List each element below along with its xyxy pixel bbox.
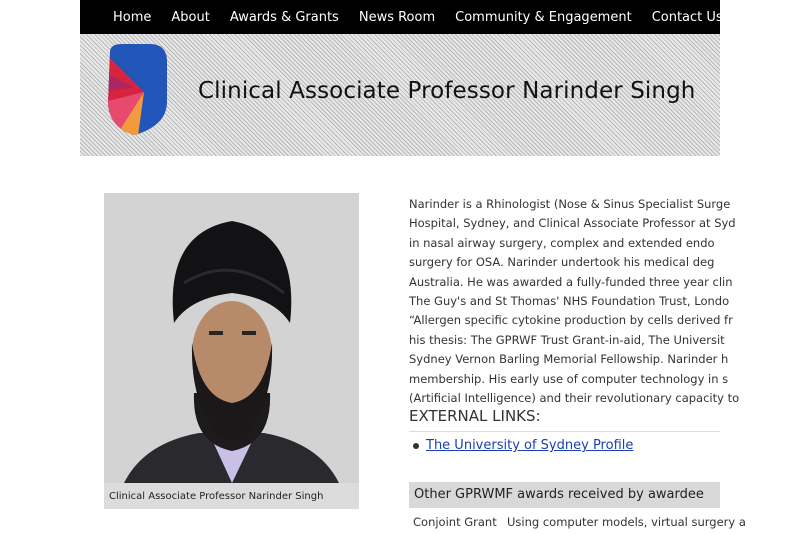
profile-photo (104, 193, 359, 483)
page-title: Clinical Associate Professor Narinder Singh (198, 78, 696, 104)
external-links-heading: EXTERNAL LINKS: (409, 407, 720, 432)
bio-line: Hospital, Sydney, and Clinical Associate Professor at Syd (409, 216, 736, 231)
nav-contact-us[interactable]: Contact Us (651, 9, 723, 25)
nav-community-engagement[interactable]: Community & Engagement (455, 9, 632, 25)
biography-text (409, 195, 740, 408)
nav-home[interactable]: Home (113, 9, 152, 25)
bio-line: membership. His early use of computer technology in s (409, 371, 729, 386)
bio-line: “Allergen specific cytokine production by cells derived fr (409, 313, 733, 328)
nav-about[interactable]: About (171, 9, 210, 25)
nav-resources[interactable]: Resources (742, 9, 809, 25)
bio-line: his thesis: The GPRWF Trust Grant-in-aid, The Universit (409, 332, 725, 347)
award-title: Using computer models, virtual surgery a (507, 515, 746, 529)
bio-line: (Artificial Intelligence) and their revolutionary capacity to (409, 390, 740, 405)
awards-table-heading: Other GPRWMF awards received by awardee (409, 482, 720, 508)
foundation-logo[interactable] (104, 42, 170, 136)
bio-line: surgery for OSA. Narinder undertook his medical deg (409, 255, 715, 270)
list-bullet (413, 443, 419, 449)
page-header-banner (80, 34, 720, 156)
profile-photo-card (104, 193, 359, 509)
bio-line: in nasal airway surgery, complex and extended endo (409, 235, 715, 250)
award-type: Conjoint Grant (413, 515, 497, 529)
page (80, 0, 809, 534)
photo-caption: Clinical Associate Professor Narinder Singh (109, 491, 324, 502)
bio-line: Australia. He was awarded a fully-funded three year clin (409, 274, 733, 289)
external-links-list (413, 438, 633, 453)
nav-news-room[interactable]: News Room (358, 9, 436, 25)
bio-line: The Guy's and St Thomas' NHS Foundation Trust, Londo (409, 293, 730, 308)
bio-line: Sydney Vernon Barling Memorial Fellowship. Narinder h (409, 352, 729, 367)
top-nav (80, 0, 809, 34)
table-row[interactable] (409, 510, 746, 534)
university-profile-link[interactable]: The University of Sydney Profile (426, 438, 634, 453)
nav-awards-grants[interactable]: Awards & Grants (229, 9, 339, 25)
bio-line: Narinder is a Rhinologist (Nose & Sinus Specialist Surge (409, 197, 731, 211)
